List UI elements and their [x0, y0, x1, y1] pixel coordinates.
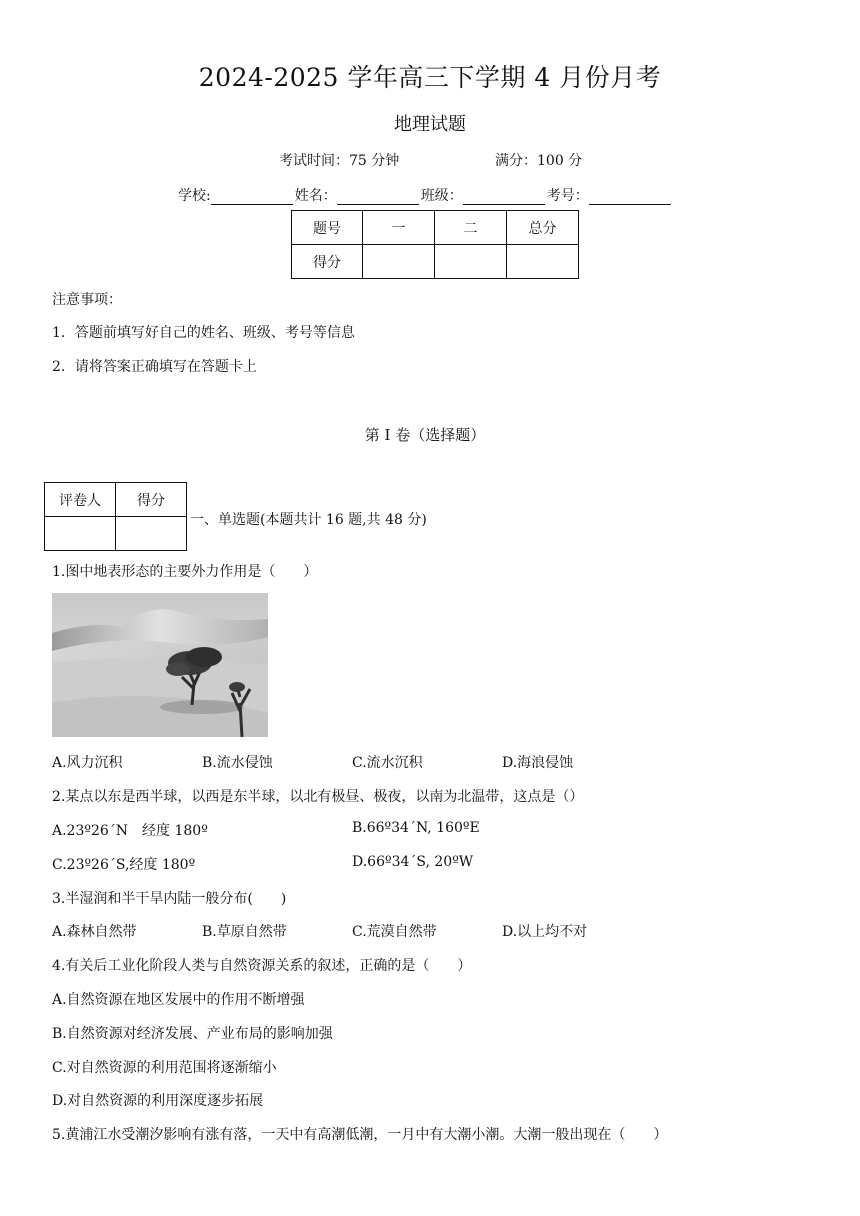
class-blank[interactable]: [463, 190, 545, 205]
score-header-one: 一: [363, 211, 435, 245]
grader-header: 评卷人: [45, 483, 116, 517]
option-b: B.66º34´N, 160ºE: [352, 820, 480, 836]
question-stem: 3.半湿润和半干旱内陆一般分布( ): [52, 891, 287, 907]
grader-cell[interactable]: [45, 517, 116, 551]
exam-time: 考试时间：75 分钟: [279, 153, 400, 169]
grader-table: [44, 482, 187, 551]
desert-dune-image: [52, 593, 268, 737]
notice-item: 1．答题前填写好自己的姓名、班级、考号等信息: [52, 325, 355, 341]
question-stem: 1.图中地表形态的主要外力作用是（ ）: [52, 564, 318, 580]
score-header-two: 二: [435, 211, 507, 245]
option-c: C.荒漠自然带: [352, 924, 437, 940]
score-cell-total[interactable]: [507, 245, 579, 279]
name-label: 姓名：: [294, 188, 337, 204]
option-c: C.流水沉积: [352, 755, 423, 771]
question-stem: 4.有关后工业化阶段人类与自然资源关系的叙述，正确的是（ ）: [52, 958, 472, 974]
exam-title: 2024-2025 学年高三下学期 4 月份月考: [198, 63, 662, 92]
option-a: A.自然资源在地区发展中的作用不断增强: [52, 992, 305, 1008]
name-blank[interactable]: [337, 190, 419, 205]
option-c: C.23º26´S,经度 180º: [52, 857, 196, 873]
score-header-number: 题号: [292, 211, 363, 245]
score-header-total: 总分: [507, 211, 579, 245]
notice-item: 2．请将答案正确填写在答题卡上: [52, 359, 257, 375]
option-d: D.对自然资源的利用深度逐步拓展: [52, 1093, 264, 1109]
option-a: A.风力沉积: [52, 755, 123, 771]
score-row-label: 得分: [292, 245, 363, 279]
class-label: 班级：: [420, 188, 463, 204]
score-cell-one[interactable]: [363, 245, 435, 279]
exam-subject: 地理试题: [394, 114, 466, 135]
question-stem: 5.黄浦江水受潮汐影响有涨有落，一天中有高潮低潮，一月中有大潮小潮。大潮一般出现在（ ）: [52, 1127, 668, 1143]
grader-score-cell[interactable]: [116, 517, 187, 551]
student-info-row: [178, 185, 673, 205]
exam-full-score: 满分：100 分: [495, 153, 583, 169]
option-a: A.森林自然带: [52, 924, 137, 940]
school-blank[interactable]: [211, 190, 293, 205]
section-title: 第 I 卷（选择题）: [364, 426, 486, 444]
option-d: D.以上均不对: [502, 924, 588, 940]
score-cell-two[interactable]: [435, 245, 507, 279]
exam-number-blank[interactable]: [589, 190, 671, 205]
option-b: B.流水侵蚀: [202, 755, 273, 771]
question-stem: 2.某点以东是西半球，以西是东半球，以北有极昼、极夜，以南为北温带，这点是（）: [52, 789, 584, 805]
desert-dune-photo: [52, 593, 268, 737]
part-label: 一、单选题(本题共计 16 题,共 48 分): [190, 512, 427, 528]
score-table: [291, 210, 579, 279]
option-b: B.自然资源对经济发展、产业布局的影响加强: [52, 1026, 333, 1042]
notice-heading: 注意事项：: [52, 292, 122, 308]
option-d: D.海浪侵蚀: [502, 755, 574, 771]
option-d: D.66º34´S, 20ºW: [352, 854, 474, 870]
exam-number-label: 考号：: [546, 188, 589, 204]
option-b: B.草原自然带: [202, 924, 287, 940]
grader-score-header: 得分: [116, 483, 187, 517]
option-c: C.对自然资源的利用范围将逐渐缩小: [52, 1060, 277, 1076]
school-label: 学校:: [178, 188, 211, 204]
option-a: A.23º26´N 经度 180º: [52, 823, 208, 839]
